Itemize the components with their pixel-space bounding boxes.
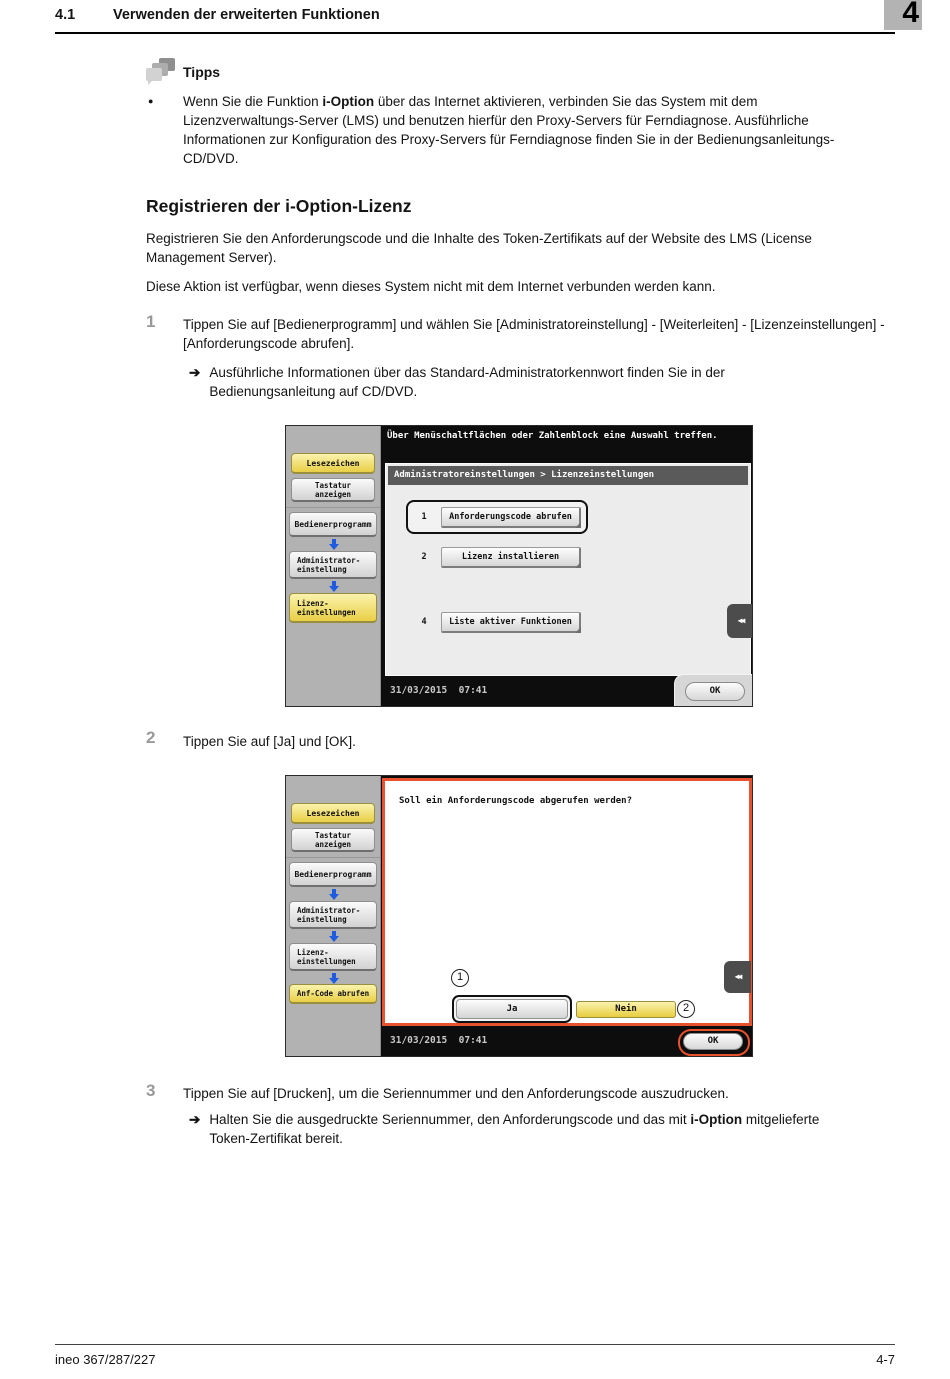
menu-row-liste-aktiver-funktionen[interactable]	[406, 605, 588, 639]
liste-aktiver-funktionen-button[interactable]: Liste aktiver Funktionen	[441, 612, 581, 633]
collapse-left-icon[interactable]: ◀◀	[724, 961, 751, 993]
menu-row-anforderungscode[interactable]	[406, 500, 588, 534]
callout-2: 2	[677, 1000, 695, 1018]
screen1-panel	[385, 463, 751, 676]
lizenz-label-1: Lizenz-	[297, 947, 329, 957]
admin-label-1: Administrator-	[297, 555, 361, 565]
screen2-sidebar	[286, 776, 381, 1056]
step3-text: Tippen Sie auf [Drucken], um die Seriennummer und den Anforderungscode auszudrucken.	[183, 1086, 729, 1101]
header-rule	[55, 32, 895, 34]
step3-note-post: mitgelieferte Token-Zertifikat bereit.	[209, 1112, 820, 1146]
footer-page-number: 4-7	[876, 1352, 895, 1367]
sidebar-divider	[286, 857, 381, 858]
step3-note-text	[209, 1110, 857, 1148]
menu-number: 4	[421, 617, 427, 627]
menu-number: 2	[421, 552, 427, 562]
lesezeichen-button[interactable]	[291, 453, 375, 474]
step3-note	[189, 1110, 857, 1148]
screenshot-license-settings	[285, 425, 753, 707]
tastatur-label-1: Tastatur	[314, 830, 352, 840]
collapse-left-icon[interactable]: ◀◀	[727, 604, 753, 638]
dialog-question: Soll ein Anforderungscode abgerufen werden?	[399, 796, 632, 806]
step1-note	[189, 363, 849, 401]
screen1-ok-area	[674, 674, 753, 707]
bedienerprogramm-label: Bedienerprogramm	[294, 869, 372, 879]
tips-paragraph	[183, 92, 875, 168]
chapter-number: 4	[902, 0, 919, 29]
bedienerprogramm-label: Bedienerprogramm	[294, 519, 372, 529]
tastatur-label-1: Tastatur	[314, 480, 352, 490]
lesezeichen-label: Lesezeichen	[306, 808, 360, 818]
tips-text-bold: i-Option	[322, 94, 375, 109]
menu-number: 1	[421, 512, 427, 522]
administratoreinstellung-button[interactable]	[289, 551, 377, 579]
confirm-dialog	[382, 778, 752, 1026]
menu-row-lizenz-installieren[interactable]	[406, 540, 588, 574]
step3-number: 3	[146, 1081, 156, 1100]
admin-label-2: einstellung	[297, 564, 347, 574]
screen1-message: Über Menüschaltflächen oder Zahlenblock eine Auswahl treffen.	[387, 431, 718, 441]
ja-button[interactable]: Ja	[456, 999, 568, 1019]
tips-pages-icon	[146, 58, 180, 90]
ja-button-highlight	[452, 995, 572, 1023]
lesezeichen-button[interactable]	[291, 803, 375, 824]
step2-text: Tippen Sie auf [Ja] und [OK].	[183, 734, 356, 749]
callout-1: 1	[451, 969, 469, 987]
footer-rule	[55, 1344, 895, 1345]
lizenzeinstellungen-button[interactable]	[289, 593, 377, 623]
anforderungscode-abrufen-button[interactable]: Anforderungscode abrufen	[441, 507, 581, 528]
step1-text: Tippen Sie auf [Bedienerprogramm] und wählen Sie [Administratoreinstellung] - [Weiterleiten] - [Lizenzeinstellungen] - [Anforderungscode abrufen].	[183, 317, 885, 351]
step3-note-bold: i-Option	[690, 1112, 743, 1127]
lesezeichen-label: Lesezeichen	[306, 458, 360, 468]
screenshot-confirm-dialog	[285, 775, 753, 1057]
section-paragraph-2: Diese Aktion ist verfügbar, wenn dieses System nicht mit dem Internet verbunden werden kann.	[146, 279, 716, 294]
step3-note-pre: Halten Sie die ausgedruckte Seriennummer, den Anforderungscode und das mit	[209, 1112, 691, 1127]
down-arrow-icon	[329, 973, 339, 984]
administratoreinstellung-button[interactable]	[289, 901, 377, 929]
footer-model: ineo 367/287/227	[55, 1352, 156, 1367]
anf-code-label: Anf-Code abrufen	[296, 989, 370, 998]
step2-number: 2	[146, 728, 156, 747]
lizenz-label-2: einstellungen	[297, 956, 356, 966]
screen1-sidebar	[286, 426, 381, 706]
bedienerprogramm-button[interactable]	[289, 862, 377, 887]
section-heading: Registrieren der i-Option-Lizenz	[146, 196, 412, 216]
lizenz-installieren-button[interactable]: Lizenz installieren	[441, 547, 581, 568]
down-arrow-icon	[329, 539, 339, 550]
page-title: Verwenden der erweiterten Funktionen	[113, 7, 380, 23]
tastatur-anzeigen-button[interactable]	[291, 828, 375, 852]
tips-text-pre: Wenn Sie die Funktion	[183, 94, 323, 109]
nein-button[interactable]: Nein	[576, 1001, 676, 1018]
section-number: 4.1	[55, 7, 76, 23]
tastatur-label-2: anzeigen	[314, 839, 352, 849]
bullet-icon: ●	[148, 96, 154, 106]
step1-note-text: Ausführliche Informationen über das Standard-Administratorkennwort finden Sie in der Bedienungsanleitung auf CD/DVD.	[209, 365, 725, 399]
ok-button[interactable]: OK	[685, 682, 745, 701]
tastatur-label-2: anzeigen	[314, 489, 352, 499]
ok-button[interactable]: OK	[683, 1033, 743, 1050]
tips-text-post: über das Internet aktivieren, verbinden Sie das System mit dem Lizenzverwaltungs-Server (LMS) und benutzen hierfür den Proxy-Servers für Ferndiagnose. Ausführliche Informationen zur Konfiguration des Proxy-Servers für Ferndiagnose finden Sie in der Bedienungsanleitungs-CD/DVD.	[183, 94, 835, 166]
chapter-tab	[884, 0, 922, 30]
bedienerprogramm-button[interactable]	[289, 512, 377, 537]
down-arrow-icon	[329, 581, 339, 592]
tips-bubble-tail-icon	[148, 80, 153, 85]
admin-label-2: einstellung	[297, 914, 347, 924]
lizenz-label-1: Lizenz-	[297, 598, 329, 608]
lizenzeinstellungen-button[interactable]	[289, 943, 377, 971]
screen1-datetime: 31/03/2015 07:41	[390, 685, 488, 696]
admin-label-1: Administrator-	[297, 905, 361, 915]
tastatur-anzeigen-button[interactable]	[291, 478, 375, 502]
note-arrow-icon: ➔	[189, 365, 201, 380]
note-arrow-icon: ➔	[189, 1112, 201, 1127]
lizenz-label-2: einstellungen	[297, 607, 356, 617]
screen2-datetime: 31/03/2015 07:41	[390, 1035, 488, 1046]
anf-code-abrufen-button[interactable]	[289, 984, 377, 1004]
ok-button-highlight	[678, 1029, 750, 1056]
tips-heading: Tipps	[183, 64, 221, 80]
step1-number: 1	[146, 312, 156, 331]
sidebar-divider	[286, 507, 381, 508]
breadcrumb: Administratoreinstellungen > Lizenzeinstellungen	[388, 466, 748, 485]
down-arrow-icon	[329, 931, 339, 942]
section-paragraph-1: Registrieren Sie den Anforderungscode und die Inhalte des Token-Zertifikats auf der Website des LMS (License Management Server).	[146, 231, 812, 265]
down-arrow-icon	[329, 889, 339, 900]
